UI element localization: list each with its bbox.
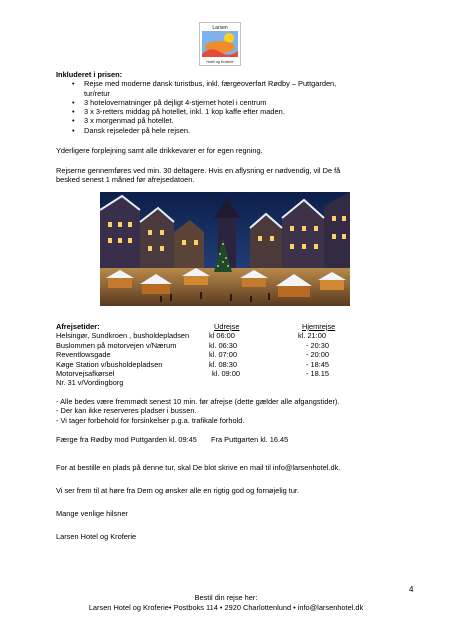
departure-notes bbox=[56, 397, 426, 425]
table-row: Motorvejsafkørsel kl. 09:00 - 18.15 bbox=[56, 368, 330, 378]
list-item: • Dansk rejseleder på hele rejsen. bbox=[70, 126, 416, 135]
ferry-times bbox=[56, 435, 426, 444]
ferry-outbound: Færge fra Rødby mod Puttgarden kl. 09:45 bbox=[56, 435, 197, 444]
table-row: Helsingør, Sundkroen , busholdepladsen kl 06:00 kl. 21:00 bbox=[56, 331, 326, 341]
outbound-column-header: Udrejse bbox=[214, 322, 240, 331]
table-row: Reventlowsgade kl. 07:00 - 20:00 bbox=[56, 350, 330, 360]
included-list bbox=[70, 79, 416, 135]
closing-text: Vi ser frem til at høre fra Dem og ønsker alle en rigtig god og fornøjelig tur. bbox=[56, 486, 300, 495]
footer-line-1: Bestil din rejse her: bbox=[194, 593, 258, 602]
table-row: Køge Station v/busholdepladsen kl. 08:30 - 18:45 bbox=[56, 359, 330, 369]
schedule-heading: Afrejsetider: bbox=[56, 322, 100, 331]
company-logo bbox=[199, 22, 241, 66]
list-item: • 3 x 3-retters middag på hotellet, inkl. 1 kop kaffe efter maden. bbox=[70, 107, 416, 116]
ferry-return: Fra Puttgarten kl. 16.45 bbox=[211, 435, 289, 444]
footer-line-2: Larsen Hotel og Kroferie• Postboks 114 • 2920 Charlottenlund • info@larsenhotel.dk bbox=[88, 603, 364, 612]
note-line: - Alle bedes være fremmødt senest 10 min. før afrejse (dette gælder alle afgangstider). bbox=[56, 397, 340, 406]
included-heading: Inkluderet i prisen: bbox=[56, 70, 123, 79]
svg-text:Hotel og Kroferie: Hotel og Kroferie bbox=[206, 60, 234, 64]
note-line: - Der kan ikke reserveres pladser i bussen. bbox=[56, 406, 197, 416]
svg-text:Larsen: Larsen bbox=[212, 25, 228, 31]
departure-schedule bbox=[56, 322, 396, 388]
list-item: • 3 hotelovernatninger på dejligt 4-stjernet hotel i centrum bbox=[70, 98, 416, 107]
table-row: Nr. 31 v/Vordingborg bbox=[56, 378, 124, 388]
included-section bbox=[56, 70, 416, 135]
greeting-text: Mange venlige hilsner bbox=[56, 509, 128, 518]
list-item: • Rejse med moderne dansk turistbus, inkl. færgeoverfart Rødby – Puttgarden, tur/retur bbox=[70, 79, 416, 98]
christmas-market-photo bbox=[100, 192, 350, 306]
min-participants-text: Rejserne gennemføres ved min. 30 deltagere. Hvis en aflysning er nødvendig, vil De få besked senest 1 måned før afrejsedatoen. bbox=[56, 166, 341, 185]
page-number: 4 bbox=[409, 585, 414, 594]
return-column-header: Hjemrejse bbox=[302, 322, 336, 331]
table-row: Buslommen på motorvejen v/Nærum kl. 06:30 - 20:30 bbox=[56, 340, 330, 350]
booking-text: For at bestille en plads på denne tur, skal De blot skrive en mail til info@larsenhotel.dk. bbox=[56, 463, 341, 472]
extra-note: Yderligere forplejning samt alle drikkevarer er for egen regning. bbox=[56, 146, 263, 155]
note-line: - Vi tager forbehold for forsinkelser p.g.a. trafikale forhold. bbox=[56, 415, 245, 425]
schedule-header bbox=[56, 322, 396, 331]
signature-text: Larsen Hotel og Kroferie bbox=[56, 532, 137, 541]
list-item: • 3 x morgenmad på hotellet. bbox=[70, 116, 416, 125]
